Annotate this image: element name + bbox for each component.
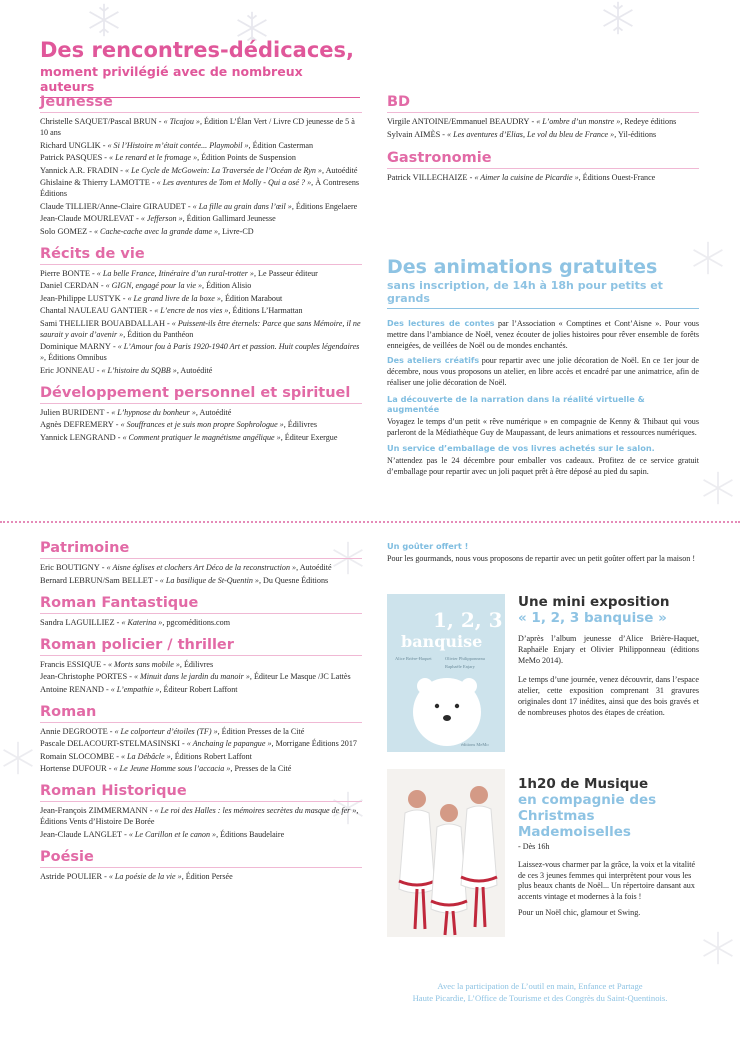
entry-separator: - bbox=[110, 342, 118, 351]
book-title: « La Débâcle » bbox=[120, 751, 171, 761]
book-title: « L’empathie » bbox=[110, 684, 160, 694]
singers-illustration bbox=[387, 769, 505, 937]
book-title: « Aimer la cuisine de Picardie » bbox=[474, 172, 579, 182]
author-names: Chantal NAULEAU GANTIER bbox=[40, 306, 148, 315]
book-title: « Cache-cache avec la grande dame » bbox=[93, 226, 219, 236]
snowflake-icon bbox=[0, 740, 36, 776]
left-column-top bbox=[40, 94, 362, 444]
publisher-info: , Éditions Baudelaire bbox=[216, 829, 285, 839]
section-heading: Roman Fantastique bbox=[40, 595, 362, 614]
author-names: Christelle SAQUET/Pascal BRUN bbox=[40, 117, 157, 126]
entry-separator: - bbox=[94, 365, 102, 375]
author-names: Astride POULIER bbox=[40, 871, 103, 881]
author-entry bbox=[40, 659, 362, 670]
author-entry bbox=[40, 293, 362, 304]
entry-separator: - bbox=[99, 563, 107, 572]
author-entry bbox=[387, 129, 699, 140]
author-entry bbox=[387, 116, 699, 127]
author-names: Annie DEGROOTE bbox=[40, 726, 108, 736]
section-poesie bbox=[40, 849, 362, 882]
author-names: Richard UNGLIK bbox=[40, 140, 101, 150]
author-names: Antoine RENAND bbox=[40, 684, 104, 694]
author-entry bbox=[40, 419, 362, 430]
entry-separator: - bbox=[467, 172, 475, 182]
publisher-info: , Redeye éditions bbox=[620, 117, 677, 126]
author-entry bbox=[40, 280, 362, 291]
entry-separator: - bbox=[103, 684, 111, 694]
author-names: Sylvain AIMÈS bbox=[387, 129, 441, 139]
entry-separator: - bbox=[114, 617, 122, 627]
footer-credits bbox=[370, 980, 710, 1004]
book-title: « L’histoire du SQBB » bbox=[101, 365, 177, 375]
section-heading: Poésie bbox=[40, 849, 362, 868]
footer-line-1: Avec la participation de L’outil en main, Enfance et Partage bbox=[437, 981, 643, 991]
book-title: « Le grand livre de la boxe » bbox=[127, 293, 221, 303]
entry-separator: - bbox=[185, 201, 193, 211]
narration-heading: La découverte de la narration dans la réalité virtuelle & augmentée bbox=[387, 393, 645, 414]
author-entry bbox=[40, 226, 362, 237]
publisher-info: , Le Passeur éditeur bbox=[253, 268, 318, 278]
ateliers-label: Des ateliers créatifs bbox=[387, 356, 480, 366]
animations-subtitle: sans inscription, de 14h à 18h pour petits et grands bbox=[387, 279, 699, 309]
publisher-info: , Édition du Panthéon bbox=[123, 329, 194, 339]
entry-separator: - bbox=[179, 739, 187, 748]
entry-separator: - bbox=[114, 751, 121, 761]
entry-separator: - bbox=[147, 806, 155, 815]
book-title: « Jefferson » bbox=[140, 214, 183, 223]
author-names: Jean-Philippe LUSTYK bbox=[40, 293, 121, 303]
section-heading: Roman bbox=[40, 704, 362, 723]
book-title: « Le Cycle de McGowein: La Traversée de l’Océan de Ryn » bbox=[125, 165, 322, 175]
author-names: Jean-Claude MOURLEVAT bbox=[40, 214, 135, 223]
author-entry bbox=[40, 201, 362, 212]
entry-list bbox=[40, 268, 362, 376]
entry-separator: - bbox=[87, 226, 94, 236]
section-heading: Patrimoine bbox=[40, 540, 362, 559]
publisher-info: , pgcoméditions.com bbox=[162, 617, 230, 627]
section-developpement bbox=[40, 385, 362, 443]
author-names: Jean-François ZIMMERMANN bbox=[40, 806, 148, 815]
author-names: Hortense DUFOUR bbox=[40, 764, 107, 773]
author-entry bbox=[40, 341, 362, 363]
author-names: Ghislaine & Thierry LAMOTTE bbox=[40, 178, 150, 187]
expo-paragraph-2: Le temps d’une journée, venez découvrir, dans l’espace atelier, cette exposition comprenant 31 gravures originales dont 17 inédites, ainsi que des bois gravés et de nombreuses photos des étapes de création. bbox=[518, 675, 699, 717]
entry-list bbox=[40, 617, 362, 628]
book-authors-2: Olivier Philipponneau bbox=[445, 656, 485, 661]
lectures-label: Des lectures de contes bbox=[387, 319, 495, 328]
publisher-info: , Éditions L’Harmattan bbox=[228, 306, 303, 315]
author-entry bbox=[40, 365, 362, 376]
publisher-info: , Édition Alisio bbox=[202, 281, 252, 290]
publisher-info: , Éditions Omnibus bbox=[44, 353, 107, 362]
book-title-2: banquise bbox=[401, 632, 483, 651]
entry-separator: - bbox=[120, 293, 128, 303]
book-title: « La fille au grain dans l’œil » bbox=[192, 201, 292, 211]
snowflake-icon bbox=[86, 2, 122, 38]
expo-paragraph-1: D’après l’album jeunesse d’Alice Brière-Haquet, Raphaële Enjary et Olivier Philipponneau (éditions MeMo 2014). bbox=[518, 634, 699, 665]
entry-separator: - bbox=[104, 407, 112, 417]
entry-list bbox=[40, 726, 362, 775]
author-names: Sandra LAGUILLIEZ bbox=[40, 617, 115, 627]
publisher-info: , Morrigane Éditions 2017 bbox=[271, 739, 357, 748]
author-entry bbox=[40, 432, 362, 443]
entry-separator: - bbox=[90, 268, 97, 278]
entry-separator: - bbox=[113, 420, 121, 429]
book-title: « L’encre de nos vies » bbox=[154, 306, 229, 315]
book-title: « Souffrances et je suis mon propre Sophrologue » bbox=[120, 420, 284, 429]
publisher-info: , Livre-CD bbox=[218, 226, 254, 236]
author-names: Yannick A.R. FRADIN bbox=[40, 165, 119, 175]
publisher-info: , Autoédité bbox=[321, 165, 358, 175]
emballage-text: N’attendez pas le 24 décembre pour emballer vos cadeaux. Profitez de ce service gratuit d’emballage pour repartir avec un joli paquet prêt à être déposé au pied du sapin. bbox=[387, 456, 699, 477]
snowflake-icon bbox=[700, 470, 736, 506]
section-roman bbox=[40, 704, 362, 775]
entry-separator: - bbox=[529, 117, 537, 126]
snowflake-icon bbox=[700, 930, 736, 966]
section-heading: Roman policier / thriller bbox=[40, 637, 362, 656]
author-entry bbox=[40, 268, 362, 279]
publisher-info: , Édition Points de Suspension bbox=[197, 153, 296, 162]
section-heading: Récits de vie bbox=[40, 246, 362, 265]
publisher-info: , Presses de la Cité bbox=[230, 764, 292, 773]
author-entry bbox=[40, 763, 362, 774]
publisher-info: , Édition L’Élan Vert / Livre CD jeunesse de 5 à 10 ans bbox=[40, 117, 355, 137]
section-heading: Roman Historique bbox=[40, 783, 362, 802]
author-entry bbox=[40, 140, 362, 151]
animations-block bbox=[387, 256, 699, 483]
section-jeunesse bbox=[40, 94, 362, 237]
publisher-info: , Édition Casterman bbox=[248, 140, 314, 150]
lectures-paragraph bbox=[387, 319, 699, 351]
lectures-text: par l’Association « Comptines et Cont’Aisne ». Pour vous mettre dans l’ambiance de Noël, venez écouter de jolies histoires pour rêver ensemble de forêts enneigées, de veillées de Noël ou de mondes enchantés. bbox=[387, 319, 700, 350]
book-cover-image bbox=[387, 594, 505, 752]
book-authors: Alice Brière-Haquet bbox=[395, 656, 432, 661]
book-title: « Ticajou » bbox=[163, 117, 200, 126]
author-entry bbox=[40, 116, 362, 138]
author-names: Yannick LENGRAND bbox=[40, 432, 116, 442]
author-entry bbox=[40, 617, 362, 628]
entry-separator: - bbox=[102, 153, 110, 162]
section-heading: Développement personnel et spirituel bbox=[40, 385, 362, 404]
author-names: Daniel CERDAN bbox=[40, 281, 99, 290]
book-title: « Les aventures de Tom et Molly - Qui a osé ? » bbox=[156, 178, 312, 187]
section-patrimoine bbox=[40, 540, 362, 586]
author-names: Eric BOUTIGNY bbox=[40, 563, 100, 572]
entry-separator: - bbox=[153, 575, 160, 585]
author-entry bbox=[40, 738, 362, 749]
entry-separator: - bbox=[147, 306, 155, 315]
snowflake-icon bbox=[600, 0, 636, 36]
book-title: « Si l’Histoire m’était contée... Playmobil » bbox=[107, 140, 249, 150]
publisher-info: , Autoédité bbox=[195, 407, 232, 417]
publisher-info: , Yil-éditions bbox=[614, 129, 657, 139]
entry-separator: - bbox=[102, 871, 109, 881]
entry-list bbox=[387, 172, 699, 183]
author-entry bbox=[40, 177, 362, 199]
author-entry bbox=[40, 684, 362, 695]
entry-separator: - bbox=[127, 672, 134, 681]
author-names: Julien BURIDENT bbox=[40, 407, 105, 417]
section-fantastique bbox=[40, 595, 362, 628]
book-title: « L’Amour fou à Paris 1920-1940 Art et passion. Huit couples légendaires » bbox=[40, 342, 360, 362]
entry-list bbox=[387, 116, 699, 140]
publisher-info: , Édilivres bbox=[283, 420, 318, 429]
expo-subtitle: « 1, 2, 3 banquise » bbox=[518, 610, 667, 626]
music-paragraph-2: Pour un Noël chic, glamour et Swing. bbox=[518, 907, 641, 917]
book-authors-3: Raphaële Enjary bbox=[445, 664, 475, 669]
publisher-info: , Édilivres bbox=[179, 659, 214, 669]
author-entry bbox=[40, 305, 362, 316]
book-title-1: 1, 2, 3 bbox=[433, 608, 503, 632]
expo-title: Une mini exposition bbox=[518, 594, 670, 610]
book-title: « La poésie de la vie » bbox=[108, 871, 182, 881]
publisher-info: , Éditeur Le Masque /JC Lattès bbox=[249, 672, 351, 681]
page-title: Des rencontres-dédicaces, bbox=[40, 38, 355, 62]
section-divider bbox=[0, 521, 740, 523]
book-title: « Le Carillon et le canon » bbox=[128, 829, 217, 839]
author-names: Jean-Claude LANGLET bbox=[40, 829, 123, 839]
publisher-info: , Éditions Vents d’Histoire De Borée bbox=[40, 806, 359, 826]
author-names: Bernard LEBRUN/Sam BELLET bbox=[40, 575, 154, 585]
author-entry bbox=[40, 562, 362, 573]
author-entry bbox=[40, 575, 362, 586]
entry-separator: - bbox=[118, 165, 126, 175]
entry-separator: - bbox=[98, 281, 106, 290]
author-entry bbox=[40, 152, 362, 163]
entry-separator: - bbox=[156, 117, 164, 126]
section-bd bbox=[387, 94, 699, 140]
publisher-info: , Éditeur Robert Laffont bbox=[159, 684, 238, 694]
section-heading: Gastronomie bbox=[387, 150, 699, 169]
author-names: Pascale DELACOURT-STELMASINSKI bbox=[40, 739, 180, 748]
publisher-info: , Éditions Ouest-France bbox=[578, 172, 656, 182]
entry-separator: - bbox=[134, 214, 141, 223]
author-names: Jean-Christophe PORTES bbox=[40, 672, 128, 681]
entry-separator: - bbox=[107, 726, 115, 736]
entry-separator: - bbox=[122, 829, 129, 839]
author-entry bbox=[40, 751, 362, 762]
book-title: « La basilique de St-Quentin » bbox=[159, 575, 259, 585]
publisher-info: , Du Quesne Éditions bbox=[258, 575, 329, 585]
publisher-info: , Autoédité bbox=[176, 365, 213, 375]
music-title: 1h20 de Musique bbox=[518, 776, 649, 792]
entry-separator: - bbox=[106, 764, 114, 773]
section-heading: Jeunesse bbox=[40, 94, 362, 113]
book-title: « Aisne églises et clochers Art Déco de la reconstruction » bbox=[106, 563, 297, 572]
author-names: Pierre BONTE bbox=[40, 268, 91, 278]
author-entry bbox=[40, 726, 362, 737]
ateliers-paragraph bbox=[387, 356, 699, 388]
section-recits bbox=[40, 246, 362, 376]
publisher-info: , Édition Marabout bbox=[220, 293, 283, 303]
music-block bbox=[518, 776, 699, 924]
section-gastronomie bbox=[387, 150, 699, 183]
publisher-info: , Édition Gallimard Jeunesse bbox=[182, 214, 276, 223]
author-names: Romain SLOCOMBE bbox=[40, 751, 115, 761]
section-policier bbox=[40, 637, 362, 695]
publisher-info: , Éditions Engelaere bbox=[291, 201, 358, 211]
author-entry bbox=[40, 213, 362, 224]
entry-separator: - bbox=[115, 432, 123, 442]
author-names: Patrick PASQUES bbox=[40, 153, 103, 162]
expo-block bbox=[518, 594, 699, 724]
book-title: « La belle France, Itinéraire d’un rural-trotter » bbox=[96, 268, 254, 278]
book-title: « GIGN, engagé pour la vie » bbox=[105, 281, 203, 290]
book-title: « Puissent-ils être éternels: Parce que sans Mémoire, il ne saurait y avoir d’avenir » bbox=[40, 318, 361, 339]
author-names: Agnès DEFREMERY bbox=[40, 420, 114, 429]
author-names: Claude TILLIER/Anne-Claire GIRAUDET bbox=[40, 201, 186, 211]
author-entry bbox=[387, 172, 699, 183]
author-names: Sami THELLIER BOUABDALLAH bbox=[40, 318, 165, 328]
publisher-info: , Édition Persée bbox=[181, 871, 233, 881]
book-publisher: éditions MeMo bbox=[461, 742, 489, 747]
narration-text: Voyagez le temps d’un petit « rêve numérique » en compagnie de Kenny & Thibaut qui vous parleront de la Médiathèque Guy de Maupassant, de leurs animations et ressources numériques. bbox=[387, 416, 699, 437]
gouter-heading: Un goûter offert ! bbox=[387, 541, 469, 551]
entry-separator: - bbox=[165, 318, 172, 328]
author-entry bbox=[40, 165, 362, 176]
entry-list bbox=[40, 562, 362, 586]
entry-list bbox=[40, 116, 362, 237]
publisher-info: , Édition Presses de la Cité bbox=[217, 726, 305, 736]
music-time: - Dès 16h bbox=[518, 842, 550, 851]
entry-separator: - bbox=[101, 659, 108, 669]
book-title: « Anchaing le papangue » bbox=[186, 739, 272, 748]
ateliers-text: pour repartir avec une jolie décoration de Noël. En ce 1er jour de décembre, nous vous proposons un atelier, en libre accès et encadré par une animatrice, afin de réaliser une jolie décoration de Noël. bbox=[387, 356, 699, 387]
section-heading: BD bbox=[387, 94, 699, 113]
entry-separator: - bbox=[440, 129, 448, 139]
book-title: « Le colporteur d’étoiles (TF) » bbox=[114, 726, 218, 736]
author-entry bbox=[40, 829, 362, 840]
publisher-info: , Éditeur Exergue bbox=[280, 432, 338, 442]
left-column-bottom bbox=[40, 540, 362, 883]
singers-photo bbox=[387, 769, 505, 937]
author-names: Eric JONNEAU bbox=[40, 365, 95, 375]
author-entry bbox=[40, 671, 362, 682]
author-entry bbox=[40, 318, 362, 340]
author-names: Virgile ANTOINE/Emmanuel BEAUDRY bbox=[387, 117, 530, 126]
section-historique bbox=[40, 783, 362, 840]
book-title: « Le Jeune Homme sous l’accacia » bbox=[113, 764, 231, 773]
entry-separator: - bbox=[149, 178, 157, 187]
gouter-block bbox=[387, 541, 699, 570]
book-title: « Les aventures d’Elias, Le vol du bleu de France » bbox=[447, 129, 615, 139]
book-title: « Le renard et le fromage » bbox=[109, 153, 198, 162]
entry-list bbox=[40, 407, 362, 443]
author-names: Dominique MARNY bbox=[40, 342, 111, 351]
entry-list bbox=[40, 805, 362, 840]
author-entry bbox=[40, 805, 362, 827]
entry-list bbox=[40, 659, 362, 695]
book-title: « L’ombre d’un monstre » bbox=[536, 117, 621, 126]
publisher-info: , Autoédité bbox=[296, 563, 332, 572]
book-title: « Morts sans mobile » bbox=[107, 659, 180, 669]
author-names: Francis ESSIQUE bbox=[40, 659, 102, 669]
book-title: « Le roi des Halles : les mémoires secrètes du masque de fer » bbox=[154, 806, 357, 815]
publisher-info: , À Contresens Éditions bbox=[40, 178, 360, 198]
right-column-top bbox=[387, 94, 699, 184]
publisher-info: , Éditions Robert Laffont bbox=[170, 751, 252, 761]
author-names: Solo GOMEZ bbox=[40, 226, 88, 236]
entry-separator: - bbox=[100, 140, 108, 150]
page-subtitle: moment privilégié avec de nombreux auteurs bbox=[40, 64, 360, 98]
music-paragraph-1: Laissez-vous charmer par la grâce, la voix et la vitalité de ces 3 jeunes femmes qui interprètent pour vous les plus beaux chants de Noël... Un répertoire dansant aux accents vintage et modernes à la fois ! bbox=[518, 859, 696, 902]
author-entry bbox=[40, 407, 362, 418]
footer-line-2: Haute Picardie, L’Office de Tourisme et des Congrès du Saint-Quentinois. bbox=[412, 993, 668, 1003]
page-header bbox=[40, 38, 360, 98]
gouter-text: Pour les gourmands, nous vous proposons de repartir avec un petit goûter offert par la maison ! bbox=[387, 554, 696, 563]
animations-title: Des animations gratuites bbox=[387, 256, 658, 278]
entry-list bbox=[40, 871, 362, 882]
book-title: « L’hypnose du bonheur » bbox=[111, 407, 196, 417]
emballage-heading: Un service d’emballage de vos livres achetés sur le salon. bbox=[387, 443, 655, 454]
book-title: « Minuit dans le jardin du manoir » bbox=[133, 672, 250, 681]
author-entry bbox=[40, 871, 362, 882]
book-title: « Comment pratiquer le magnétisme angélique » bbox=[122, 432, 281, 442]
music-subtitle: en compagnie des Christmas Mademoiselles bbox=[518, 792, 657, 840]
author-names: Patrick VILLECHAIZE bbox=[387, 172, 468, 182]
book-title: « Katerina » bbox=[121, 617, 163, 627]
